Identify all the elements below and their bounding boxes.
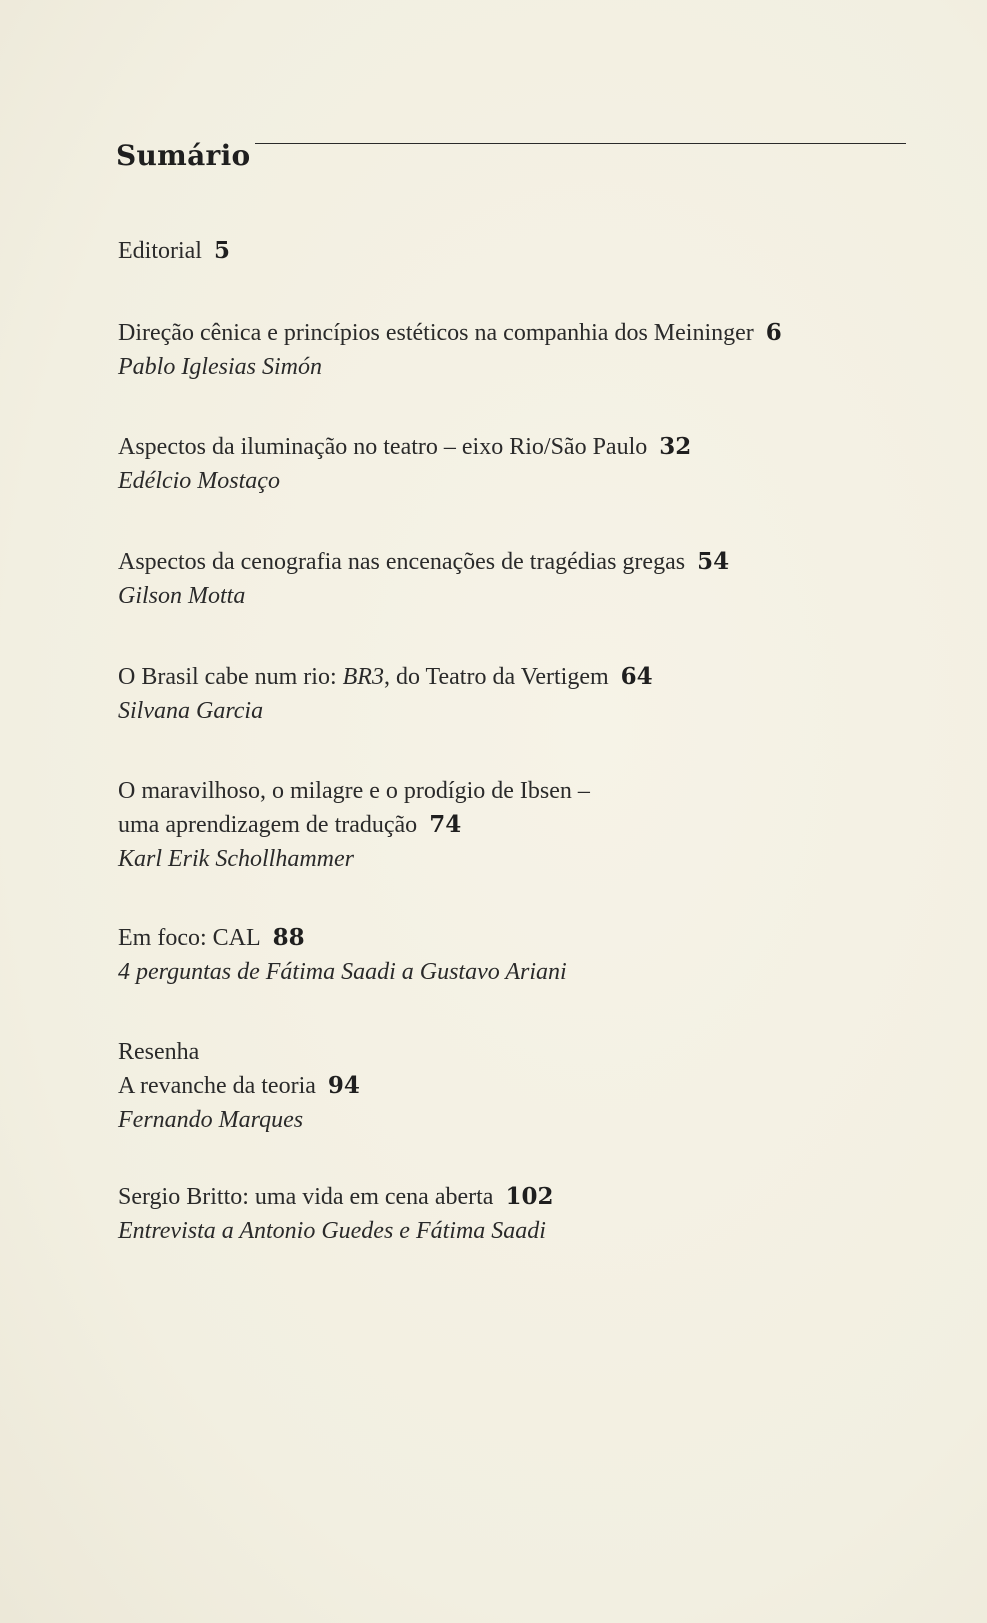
entry-page-number: 74 [429, 811, 462, 838]
entry-title-line [118, 1069, 918, 1103]
entry-title: Em foco: CAL [118, 925, 261, 951]
toc-entry-cenografia [118, 545, 918, 613]
entry-author: Edélcio Mostaço [118, 468, 280, 494]
entry-title: Aspectos da cenografia nas encenações de tragédias gregas [118, 549, 686, 575]
entry-title-continued: uma aprendizagem de tradução [118, 812, 418, 838]
entry-author: Karl Erik Schollhammer [118, 846, 354, 872]
entry-page-number: 102 [505, 1183, 554, 1210]
entry-page-number: 5 [213, 237, 230, 264]
toc-entry-sergio-britto [118, 1180, 918, 1248]
entry-page-number: 64 [620, 663, 653, 690]
entry-title-line [118, 1180, 918, 1214]
entry-author: 4 perguntas de Fátima Saadi a Gustavo Ariani [118, 959, 567, 985]
toc-entry-br3 [118, 660, 918, 728]
entry-title-line [118, 660, 918, 694]
entry-title: A revanche da teoria [118, 1073, 316, 1099]
toc-entry-resenha [118, 1035, 918, 1137]
entry-page-number: 32 [659, 433, 692, 460]
toc-entry-em-foco [118, 921, 918, 989]
entry-title: O maravilhoso, o milagre e o prodígio de Ibsen – [118, 778, 590, 804]
entry-author: Silvana Garcia [118, 698, 264, 724]
header-rule [255, 143, 906, 144]
entry-title-line [118, 430, 918, 464]
toc-header [116, 130, 906, 170]
entry-page-number: 94 [327, 1072, 360, 1099]
entry-title-suffix: , do Teatro da Vertigem [383, 664, 609, 690]
entry-title: Sergio Britto: uma vida em cena aberta [118, 1184, 494, 1210]
entry-page-number: 54 [697, 548, 730, 575]
page-title: Sumário [116, 139, 251, 172]
entry-title-prefix: O Brasil cabe num rio: [118, 664, 343, 690]
entry-title-italic: BR3 [342, 664, 384, 690]
toc-entry-meininger [118, 316, 918, 384]
entry-title: Editorial [118, 238, 202, 264]
entry-title-line [118, 234, 918, 268]
toc-entry-ibsen [118, 774, 918, 876]
section-label: Resenha [118, 1039, 200, 1065]
entry-author: Entrevista a Antonio Guedes e Fátima Saadi [118, 1218, 546, 1244]
toc-entry-editorial [118, 234, 918, 268]
entry-page-number: 6 [765, 319, 782, 346]
entry-title-line-2 [118, 808, 918, 842]
toc-entry-iluminacao [118, 430, 918, 498]
entry-author: Fernando Marques [118, 1107, 304, 1133]
entry-title-line [118, 316, 918, 350]
entry-section-label [118, 1035, 918, 1069]
entry-title-line [118, 921, 918, 955]
entry-title-line [118, 545, 918, 579]
entry-page-number: 88 [272, 924, 305, 951]
entry-title: Direção cênica e princípios estéticos na companhia dos Meininger [118, 320, 754, 346]
entry-title: Aspectos da iluminação no teatro – eixo Rio/São Paulo [118, 434, 648, 460]
entry-title-line-1 [118, 774, 918, 808]
entry-author: Gilson Motta [118, 583, 246, 609]
entry-author: Pablo Iglesias Simón [118, 354, 322, 380]
